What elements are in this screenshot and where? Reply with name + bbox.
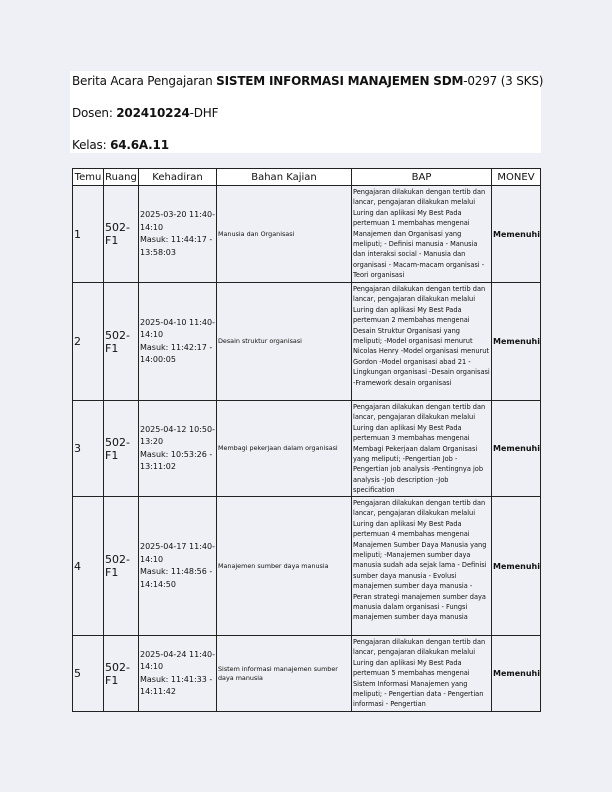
table-row: [73, 283, 541, 401]
dosen-code: 202410224: [116, 106, 190, 120]
cell-temu: 1: [73, 186, 104, 283]
jadwal-text: 2025-04-10 11:40-14:10: [140, 317, 215, 339]
cell-monev: Memenuhi: [492, 186, 541, 283]
cell-kehadiran: [139, 283, 217, 401]
cell-bahan-kajian: Membagi pekerjaan dalam organisasi: [217, 401, 352, 497]
jadwal-text: 2025-03-20 11:40-14:10: [140, 210, 215, 232]
cell-bahan-kajian: Desain struktur organisasi: [217, 283, 352, 401]
cell-kehadiran: [139, 636, 217, 712]
document-header: [70, 71, 544, 153]
cell-bahan-kajian: Manusia dan Organisasi: [217, 186, 352, 283]
cell-bahan-kajian: Manajemen sumber daya manusia: [217, 497, 352, 636]
col-bap: BAP: [352, 169, 492, 186]
table-row: [73, 636, 541, 712]
cell-monev: Memenuhi: [492, 283, 541, 401]
table-row: [73, 186, 541, 283]
cell-temu: 2: [73, 283, 104, 401]
cell-ruang: 502-F1: [104, 186, 139, 283]
masuk-text: Masuk: 10:53:26 - 13:11:02: [140, 449, 213, 471]
attendance-table: [72, 168, 541, 712]
cell-ruang: 502-F1: [104, 401, 139, 497]
cell-bap: Pengajaran dilakukan dengan tertib dan lancar, pengajaran dilakukan melalui Luring dan aplikasi My Best Pada pertemuan 2 membahas mengenai Desain Struktur Organisasi yang meliputi; -Model organisasi menurut Nicolas Henry -Model organisasi menurut Gordon -Model organisasi abad 21 -Lingkungan organisasi -Desain organisasi -Framework desain organisasi: [352, 283, 492, 401]
cell-ruang: 502-F1: [104, 497, 139, 636]
col-temu: Temu: [73, 169, 104, 186]
col-kehadiran: Kehadiran: [139, 169, 217, 186]
course-name: SISTEM INFORMASI MANAJEMEN SDM: [216, 74, 464, 88]
jadwal-text: 2025-04-12 10:50-13:20: [140, 424, 215, 446]
course-code: -0297 (3 SKS): [463, 74, 544, 88]
cell-kehadiran: [139, 186, 217, 283]
masuk-text: Masuk: 11:42:17 - 14:00:05: [140, 342, 213, 364]
cell-monev: Memenuhi: [492, 401, 541, 497]
col-ruang: Ruang: [104, 169, 139, 186]
cell-bap: Pengajaran dilakukan dengan tertib dan lancar, pengajaran dilakukan melalui Luring dan aplikasi My Best Pada pertemuan 5 membahas mengenai Sistem Informasi Manajemen yang meliputi; - Pengertian data - Pengertian informasi - Pengertian: [352, 636, 492, 712]
kelas-line: [72, 138, 169, 152]
dosen-label: Dosen:: [72, 106, 117, 120]
kelas-value: 64.6A.11: [110, 138, 169, 152]
cell-bap: Pengajaran dilakukan dengan tertib dan lancar, pengajaran dilakukan melalui Luring dan aplikasi My Best Pada pertemuan 1 membahas mengenai Manajemen dan Organisasi yang meliputi; - Definisi manusia - Manusia dan interaksi social - Manusia dan organisasi - Macam-macam organisasi - Teori organisasi: [352, 186, 492, 283]
cell-kehadiran: [139, 401, 217, 497]
cell-bap: Pengajaran dilakukan dengan tertib dan lancar, pengajaran dilakukan melalui Luring dan aplikasi My Best Pada pertemuan 4 membahas mengenai Manajemen Sumber Daya Manusia yang meliputi; -Manajemen sumber daya manusia sudah ada sejak lama - Definisi sumber daya manusia - Evolusi manajemen sumber daya manusia - Peran strategi manajemen sumber daya manusia dalam organisasi - Fungsi manajemen sumber daya manusia: [352, 497, 492, 636]
kelas-label: Kelas:: [72, 138, 111, 152]
col-bahan-kajian: Bahan Kajian: [217, 169, 352, 186]
table-row: [73, 497, 541, 636]
cell-bahan-kajian: Sistem informasi manajemen sumber daya manusia: [217, 636, 352, 712]
table-row: [73, 401, 541, 497]
masuk-text: Masuk: 11:41:33 - 14:11:42: [140, 674, 213, 696]
title-line: [72, 74, 543, 88]
cell-ruang: 502-F1: [104, 636, 139, 712]
dosen-suffix: -DHF: [189, 106, 219, 120]
dosen-line: [72, 106, 218, 120]
cell-kehadiran: [139, 497, 217, 636]
cell-monev: Memenuhi: [492, 636, 541, 712]
cell-temu: 5: [73, 636, 104, 712]
cell-bap: Pengajaran dilakukan dengan tertib dan lancar, pengajaran dilakukan melalui Luring dan aplikasi My Best Pada pertemuan 3 membahas mengenai Membagi Pekerjaan dalam Organisasi yang meliputi; -Pengertian Job -Pengertian job analysis -Pentingnya job analysis -Job description -Job specification: [352, 401, 492, 497]
cell-ruang: 502-F1: [104, 283, 139, 401]
masuk-text: Masuk: 11:44:17 - 13:58:03: [140, 235, 213, 257]
jadwal-text: 2025-04-17 11:40-14:10: [140, 542, 215, 564]
title-prefix: Berita Acara Pengajaran: [72, 74, 217, 88]
cell-temu: 3: [73, 401, 104, 497]
masuk-text: Masuk: 11:48:56 - 14:14:50: [140, 567, 213, 589]
cell-temu: 4: [73, 497, 104, 636]
table-header-row: [73, 169, 541, 186]
cell-monev: Memenuhi: [492, 497, 541, 636]
jadwal-text: 2025-04-24 11:40-14:10: [140, 649, 215, 671]
col-monev: MONEV: [492, 169, 541, 186]
